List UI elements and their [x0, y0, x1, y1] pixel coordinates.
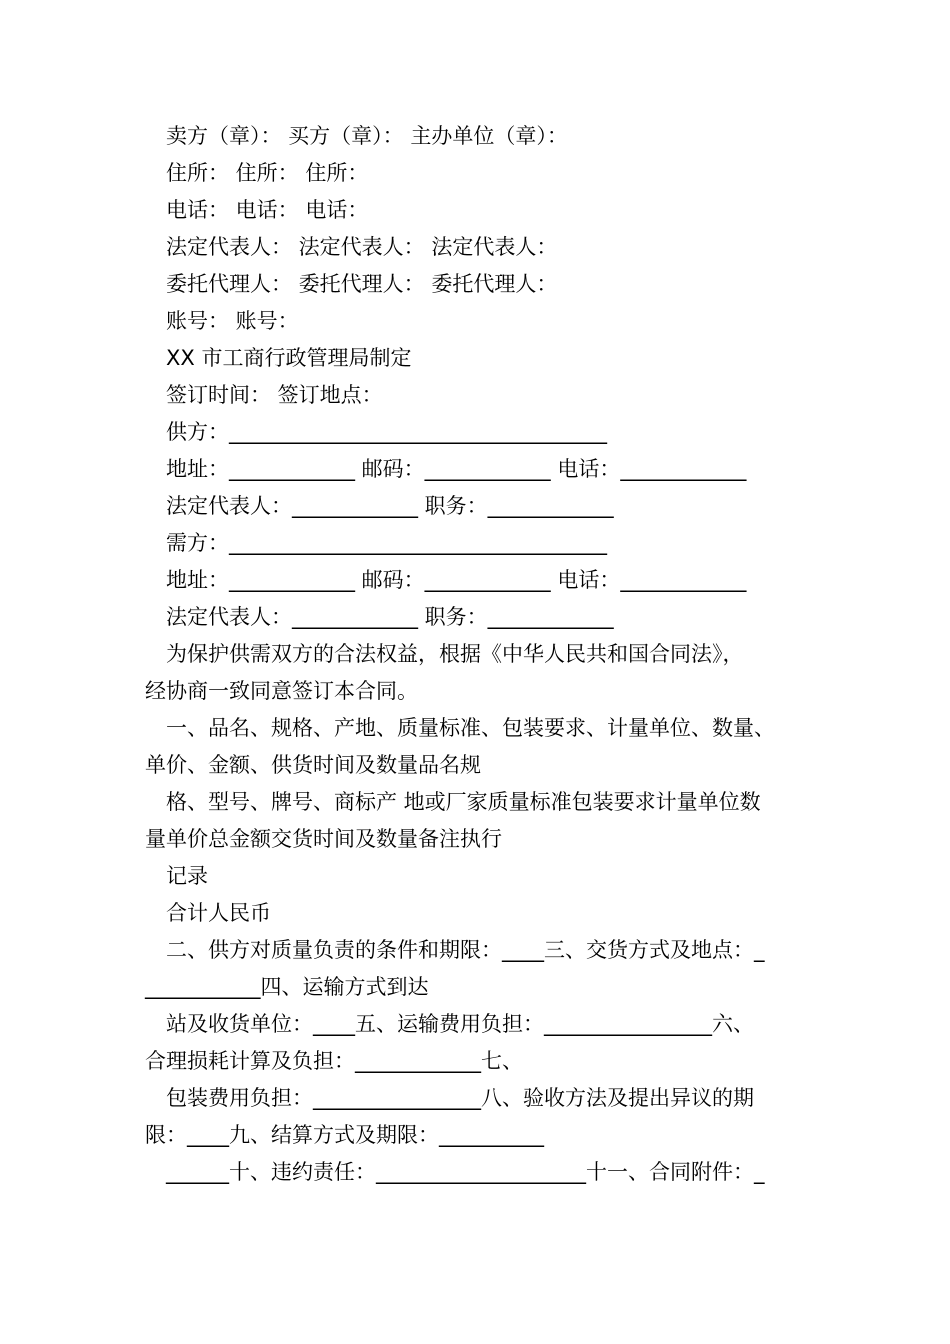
- buyer-line: 需方：____________________________________: [166, 531, 607, 555]
- account-line: 账号： 账号：: [166, 309, 299, 333]
- table-header-continuation-line: 量单价总金额交货时间及数量备注执行: [145, 827, 502, 851]
- authorized-agent-line: 委托代理人： 委托代理人： 委托代理人：: [166, 272, 558, 296]
- clause-one-continuation-line: 单价、金额、供货时间及数量品名规: [145, 753, 481, 777]
- record-line: 记录: [166, 864, 208, 888]
- clauses-four-six-line: 站及收货单位：____五、运输费用负担：________________六、: [166, 1012, 754, 1036]
- clauses-six-seven-line: 合理损耗计算及负担：____________七、: [145, 1049, 523, 1073]
- contract-body: [145, 118, 825, 1191]
- table-header-line: 格、型号、牌号、商标产 地或厂家质量标准包装要求计量单位数: [166, 790, 761, 814]
- phone-line: 电话： 电话： 电话：: [166, 198, 369, 222]
- issuer-line: XX 市工商行政管理局制定: [166, 346, 412, 370]
- clause-one-line: 一、品名、规格、产地、质量标准、包装要求、计量单位、数量、: [166, 716, 775, 740]
- clauses-ten-eleven-line: ______十、违约责任：____________________十一、合同附件：_: [166, 1160, 765, 1184]
- signature-parties-line: 卖方（章）： 买方（章）： 主办单位（章）：: [166, 124, 568, 148]
- buyer-representative-line: 法定代表人：____________ 职务：____________: [166, 605, 614, 629]
- preamble-continuation-line: 经协商一致同意签订本合同。: [145, 679, 418, 703]
- buyer-address-line: 地址：____________ 邮码：____________ 电话：____________: [166, 568, 747, 592]
- clause-four-line: ___________四、运输方式到达: [145, 975, 429, 999]
- address-line: 住所： 住所： 住所：: [166, 161, 369, 185]
- clauses-eight-nine-line: 限：____九、结算方式及期限：__________: [145, 1123, 544, 1147]
- total-rmb-line: 合计人民币: [166, 901, 271, 925]
- supplier-address-line: 地址：____________ 邮码：____________ 电话：____________: [166, 457, 747, 481]
- clauses-two-three-line: 二、供方对质量负责的条件和期限：____三、交货方式及地点：_: [166, 938, 765, 962]
- preamble-line: 为保护供需双方的合法权益，根据《中华人民共和国合同法》，: [166, 642, 744, 666]
- signing-time-place-line: 签订时间： 签订地点：: [166, 383, 383, 407]
- supplier-representative-line: 法定代表人：____________ 职务：____________: [166, 494, 614, 518]
- supplier-line: 供方：____________________________________: [166, 420, 607, 444]
- clauses-seven-eight-line: 包装费用负担：________________八、验收方法及提出异议的期: [166, 1086, 754, 1110]
- legal-representative-line: 法定代表人： 法定代表人： 法定代表人：: [166, 235, 558, 259]
